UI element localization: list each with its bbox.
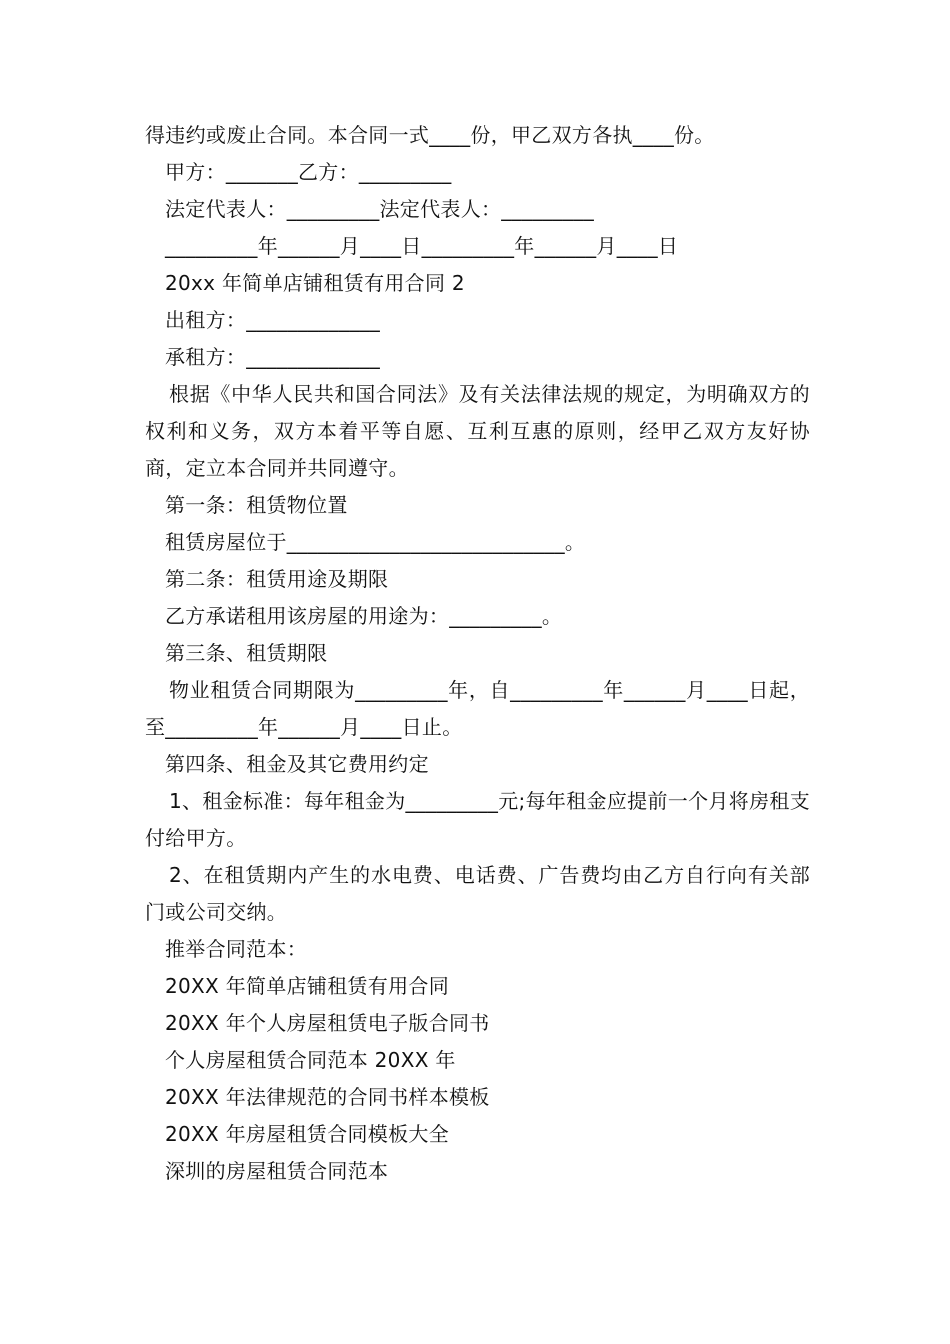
recommended-item: 20XX 年个人房屋租赁电子版合同书: [165, 1011, 490, 1035]
recommended-item: 20XX 年房屋租赁合同模板大全: [165, 1122, 450, 1146]
contract-copies-line: 得违约或废止合同。本合同一式____份，甲乙双方各执____份。: [145, 123, 715, 147]
utility-fees-paragraph: 2、在租赁期内产生的水电费、电话费、广告费均由乙方自行向有关部门或公司交纳。: [145, 863, 810, 924]
document-body: [145, 117, 810, 1190]
preamble-paragraph: 根据《中华人民共和国合同法》及有关法律法规的规定，为明确双方的权利和义务，双方本着平等自愿、互利互惠的原则，经甲乙双方友好协商，定立本合同并共同遵守。: [145, 382, 810, 480]
recommended-item: 20XX 年法律规范的合同书样本模板: [165, 1085, 490, 1109]
article-2-heading: 第二条：租赁用途及期限: [165, 567, 389, 591]
article-3-heading: 第三条、租赁期限: [165, 641, 328, 665]
party-a-b-line: 甲方：_______乙方：_________: [165, 160, 452, 184]
article-1-heading: 第一条：租赁物位置: [165, 493, 348, 517]
lessor-line: 出租方：_____________: [165, 308, 381, 332]
contract-2-title: 20xx 年简单店铺租赁有用合同 2: [165, 271, 465, 295]
usage-line: 乙方承诺租用该房屋的用途为：_________。: [165, 604, 563, 628]
recommended-item: 深圳的房屋租赁合同范本: [165, 1159, 389, 1183]
recommended-item: 20XX 年简单店铺租赁有用合同: [165, 974, 450, 998]
signing-date-line: _________年______月____日_________年______月____日: [165, 234, 679, 258]
recommended-item: 个人房屋租赁合同范本 20XX 年: [165, 1048, 456, 1072]
lease-term-paragraph: 物业租赁合同期限为_________年，自_________年______月____日起，至_________年______月____日止。: [145, 678, 810, 739]
article-4-heading: 第四条、租金及其它费用约定: [165, 752, 429, 776]
legal-representative-line: 法定代表人：_________法定代表人：_________: [165, 197, 594, 221]
property-location-line: 租赁房屋位于___________________________。: [165, 530, 586, 554]
recommended-templates-heading: 推举合同范本：: [165, 937, 308, 961]
rent-standard-paragraph: 1、租金标准：每年租金为_________元;每年租金应提前一个月将房租支付给甲方。: [145, 789, 810, 850]
lessee-line: 承租方：_____________: [165, 345, 381, 369]
